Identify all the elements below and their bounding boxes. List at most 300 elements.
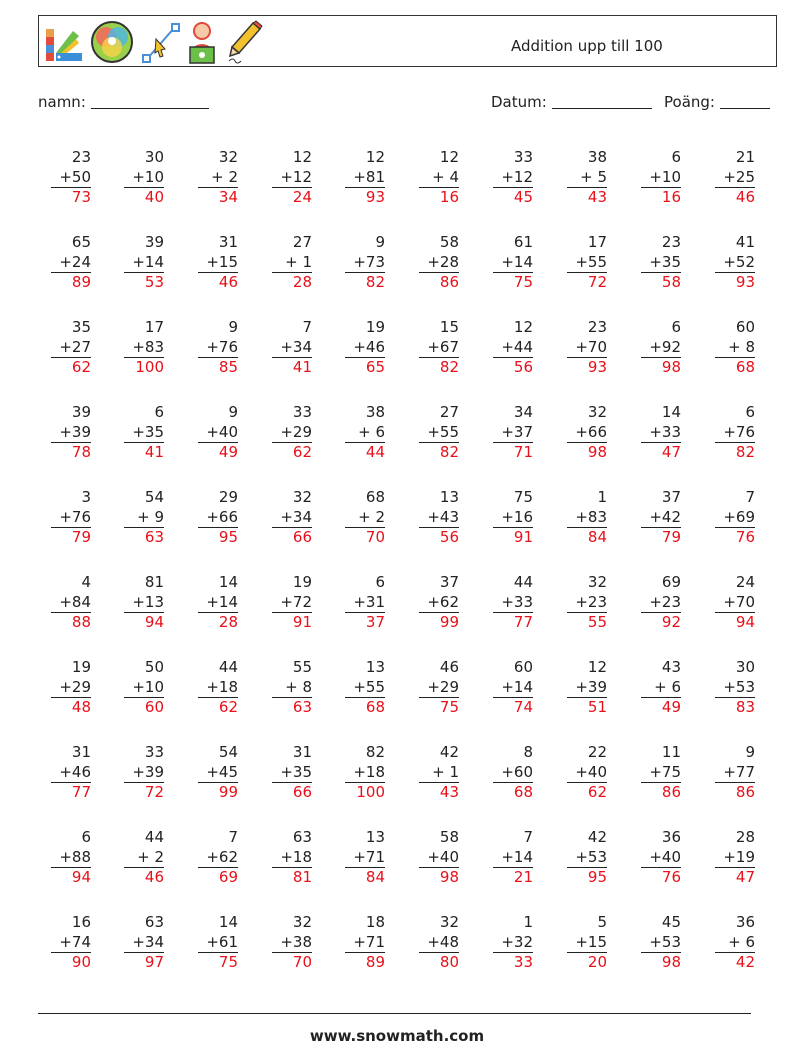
addition-problem [567,233,607,293]
addend-bottom-value: 27 [71,337,91,356]
addend-bottom [493,678,533,699]
plus-sign: + [427,337,440,356]
addend-bottom-value: 76 [218,337,238,356]
addend-top: 29 [218,488,238,506]
addend-top: 58 [439,828,459,846]
answer: 86 [439,273,459,291]
addend-bottom-value: 48 [439,932,459,951]
plus-sign: + [649,592,662,611]
addend-bottom [419,168,459,189]
answer: 93 [365,188,385,206]
answer: 51 [587,698,607,716]
addition-problem [641,828,681,888]
answer: 94 [144,613,164,631]
addend-bottom-value: 33 [661,422,681,441]
addend-bottom [51,168,91,189]
addend-top: 60 [513,658,533,676]
addend-top: 6 [154,403,164,421]
answer: 66 [292,783,312,801]
answer: 62 [218,698,238,716]
addend-top: 17 [144,318,164,336]
answer: 98 [661,953,681,971]
answer: 93 [587,358,607,376]
answer: 89 [71,273,91,291]
addend-bottom [493,593,533,614]
addition-problem [641,233,681,293]
plus-sign: + [501,337,514,356]
addend-bottom [419,593,459,614]
plus-sign: + [427,507,440,526]
addend-bottom [198,933,238,954]
addend-bottom [345,933,385,954]
answer: 16 [439,188,459,206]
addend-bottom-value: 37 [513,422,533,441]
addend-bottom-value: 15 [587,932,607,951]
addend-top: 41 [735,233,755,251]
addend-bottom-value: 8 [302,677,312,696]
addend-bottom-value: 14 [513,847,533,866]
plus-sign: + [649,847,662,866]
date-label: Datum: [491,93,547,111]
answer: 93 [735,273,755,291]
addend-bottom-value: 53 [587,847,607,866]
plus-sign: + [59,762,72,781]
addition-problem [419,828,459,888]
answer: 84 [587,528,607,546]
addend-bottom-value: 29 [71,677,91,696]
addend-bottom [567,338,607,359]
answer: 82 [365,273,385,291]
plus-sign: + [353,762,366,781]
addend-bottom [272,168,312,189]
answer: 72 [587,273,607,291]
plus-sign: + [649,252,662,271]
addition-problem [419,743,459,803]
plus-sign: + [427,847,440,866]
answer: 99 [218,783,238,801]
answer: 63 [292,698,312,716]
plus-sign: + [132,422,145,441]
addend-top: 63 [144,913,164,931]
addend-top: 44 [218,658,238,676]
plus-sign: + [723,422,736,441]
answer: 73 [71,188,91,206]
addend-top: 42 [439,743,459,761]
plus-sign: + [59,932,72,951]
addition-problem [124,488,164,548]
addend-bottom-value: 10 [661,167,681,186]
addend-bottom-value: 77 [735,762,755,781]
addend-top: 44 [513,573,533,591]
plus-sign: + [280,762,293,781]
addition-problem [272,233,312,293]
addition-problem [345,828,385,888]
plus-sign: + [649,932,662,951]
addend-bottom [272,253,312,274]
addend-bottom [124,168,164,189]
addend-bottom [567,168,607,189]
addend-bottom [345,423,385,444]
addition-problem [715,318,755,378]
addend-bottom [567,763,607,784]
plus-sign: + [206,592,219,611]
addition-problem [419,233,459,293]
addend-top: 9 [228,318,238,336]
addend-bottom-value: 12 [513,167,533,186]
plus-sign: + [59,337,72,356]
addend-top: 63 [292,828,312,846]
plus-sign: + [501,677,514,696]
addend-top: 43 [661,658,681,676]
addend-bottom-value: 31 [365,592,385,611]
addend-bottom [124,253,164,274]
addend-top: 32 [587,573,607,591]
answer: 99 [439,613,459,631]
answer: 92 [661,613,681,631]
plus-sign: + [728,932,746,951]
addition-problem [715,573,755,633]
addend-top: 39 [144,233,164,251]
addend-bottom [272,423,312,444]
addend-bottom-value: 14 [218,592,238,611]
answer: 56 [439,528,459,546]
addition-problem [715,148,755,208]
plus-sign: + [575,507,588,526]
addend-bottom [345,678,385,699]
plus-sign: + [723,762,736,781]
addition-problem [51,658,91,718]
answer: 83 [735,698,755,716]
answer: 20 [587,953,607,971]
answer: 70 [365,528,385,546]
answer: 63 [144,528,164,546]
plus-sign: + [649,167,662,186]
answer: 77 [513,613,533,631]
plus-sign: + [501,592,514,611]
addend-bottom [198,848,238,869]
answer: 41 [144,443,164,461]
addend-bottom-value: 88 [71,847,91,866]
addend-top: 1 [597,488,607,506]
plus-sign: + [501,167,514,186]
answer: 75 [218,953,238,971]
plus-sign: + [353,847,366,866]
addend-bottom-value: 15 [218,252,238,271]
addend-bottom-value: 9 [154,507,164,526]
addend-bottom-value: 75 [661,762,681,781]
answer: 95 [587,868,607,886]
addend-bottom-value: 6 [375,422,385,441]
addend-bottom [567,678,607,699]
addend-top: 7 [745,488,755,506]
addition-problem [124,828,164,888]
addend-bottom [715,763,755,784]
addition-problem [198,658,238,718]
answer: 100 [135,358,164,376]
addend-bottom-value: 14 [513,677,533,696]
addend-bottom-value: 55 [365,677,385,696]
plus-sign: + [206,677,219,696]
answer: 41 [292,358,312,376]
addend-top: 6 [375,573,385,591]
addition-problem [567,148,607,208]
answer: 53 [144,273,164,291]
answer: 46 [218,273,238,291]
plus-sign: + [280,507,293,526]
addend-bottom-value: 28 [439,252,459,271]
plus-sign: + [723,167,736,186]
addition-problem [641,743,681,803]
addend-bottom [493,763,533,784]
plus-sign: + [206,252,219,271]
addition-problem [345,233,385,293]
addend-bottom [198,253,238,274]
addition-problem [345,318,385,378]
answer: 21 [513,868,533,886]
addition-problem [715,403,755,463]
answer: 69 [218,868,238,886]
addition-problem [419,913,459,973]
answer: 76 [735,528,755,546]
addend-top: 23 [661,233,681,251]
addition-problem [272,913,312,973]
addition-problem [272,828,312,888]
addend-bottom [419,423,459,444]
answer: 98 [587,443,607,461]
addend-bottom [419,338,459,359]
addend-bottom-value: 46 [71,762,91,781]
addition-problem [124,913,164,973]
plus-sign: + [723,252,736,271]
plus-sign: + [280,167,293,186]
addend-bottom-value: 66 [587,422,607,441]
addend-top: 7 [302,318,312,336]
addend-bottom [51,933,91,954]
addend-top: 32 [292,488,312,506]
answer: 40 [144,188,164,206]
addend-bottom-value: 25 [735,167,755,186]
addition-problem [124,233,164,293]
addition-problem [198,743,238,803]
plus-sign: + [206,337,219,356]
addend-top: 23 [71,148,91,166]
addition-problem [345,573,385,633]
addend-bottom-value: 81 [365,167,385,186]
addend-bottom-value: 74 [71,932,91,951]
addend-top: 44 [144,828,164,846]
plus-sign: + [137,847,155,866]
addend-top: 6 [81,828,91,846]
plus-sign: + [575,422,588,441]
addend-bottom-value: 69 [735,507,755,526]
addend-bottom-value: 23 [661,592,681,611]
addend-top: 82 [365,743,385,761]
answer: 28 [218,613,238,631]
addition-problem [198,573,238,633]
addend-top: 36 [735,913,755,931]
footer-site: www.snowmath.com [309,1027,485,1045]
addition-problem [567,913,607,973]
plus-sign: + [427,932,440,951]
addition-problem [641,573,681,633]
addend-top: 6 [745,403,755,421]
addend-bottom-value: 53 [735,677,755,696]
plus-sign: + [280,932,293,951]
addend-bottom-value: 71 [365,847,385,866]
addition-problem [51,318,91,378]
answer: 72 [144,783,164,801]
addend-bottom [272,763,312,784]
answer: 91 [513,528,533,546]
addend-bottom-value: 12 [292,167,312,186]
addition-problem [51,573,91,633]
plus-sign: + [206,847,219,866]
answer: 49 [661,698,681,716]
addition-problem [493,488,533,548]
addend-bottom-value: 6 [671,677,681,696]
addend-bottom [51,763,91,784]
addend-top: 54 [144,488,164,506]
plus-sign: + [353,167,366,186]
addition-problem [51,488,91,548]
answer: 68 [513,783,533,801]
addend-top: 4 [81,573,91,591]
plus-sign: + [280,592,293,611]
addition-problem [124,658,164,718]
answer: 95 [218,528,238,546]
addend-top: 32 [439,913,459,931]
addend-bottom-value: 40 [218,422,238,441]
plus-sign: + [285,252,303,271]
addend-top: 37 [439,573,459,591]
plus-sign: + [501,422,514,441]
answer: 48 [71,698,91,716]
addition-problem [51,828,91,888]
addend-bottom [641,253,681,274]
plus-sign: + [59,677,72,696]
addition-problem [198,233,238,293]
addend-bottom [124,848,164,869]
addend-top: 12 [365,148,385,166]
addition-problem [124,573,164,633]
answer: 86 [661,783,681,801]
addend-bottom-value: 76 [735,422,755,441]
answer: 75 [439,698,459,716]
addend-top: 16 [71,913,91,931]
addend-top: 12 [513,318,533,336]
answer: 62 [71,358,91,376]
addend-bottom-value: 1 [449,762,459,781]
addend-bottom-value: 83 [587,507,607,526]
plus-sign: + [723,847,736,866]
footer-divider [38,1013,751,1014]
plus-sign: + [206,507,219,526]
addition-problem [641,403,681,463]
addend-top: 32 [587,403,607,421]
addend-bottom [715,678,755,699]
addend-top: 75 [513,488,533,506]
addend-bottom-value: 29 [292,422,312,441]
addend-bottom [641,338,681,359]
plus-sign: + [353,932,366,951]
addend-top: 15 [439,318,459,336]
worksheet-title: Addition upp till 100 [511,37,663,55]
addend-bottom-value: 32 [513,932,533,951]
answer: 62 [587,783,607,801]
plus-sign: + [501,762,514,781]
addend-bottom [641,933,681,954]
addition-problem [272,743,312,803]
addition-problem [51,743,91,803]
addition-problem [715,913,755,973]
addend-bottom-value: 23 [587,592,607,611]
answer: 28 [292,273,312,291]
addend-top: 81 [144,573,164,591]
addition-problem [345,913,385,973]
answer: 97 [144,953,164,971]
addition-problem [715,488,755,548]
addend-bottom-value: 62 [439,592,459,611]
addend-bottom-value: 1 [302,252,312,271]
addend-bottom-value: 8 [745,337,755,356]
addend-bottom [345,253,385,274]
addend-top: 60 [735,318,755,336]
answer: 80 [439,953,459,971]
addend-bottom-value: 38 [292,932,312,951]
addend-bottom-value: 52 [735,252,755,271]
plus-sign: + [280,337,293,356]
plus-sign: + [723,592,736,611]
addend-bottom [345,763,385,784]
addition-problem [198,913,238,973]
addition-problem [641,318,681,378]
addend-bottom-value: 45 [218,762,238,781]
addition-problem [567,318,607,378]
answer: 94 [735,613,755,631]
answer: 43 [587,188,607,206]
addend-top: 58 [439,233,459,251]
answer: 82 [439,358,459,376]
addend-bottom [272,338,312,359]
addend-bottom [124,678,164,699]
answer: 34 [218,188,238,206]
addend-bottom-value: 29 [439,677,459,696]
addend-bottom [641,678,681,699]
answer: 98 [661,358,681,376]
addition-problem [124,148,164,208]
addition-problem [567,403,607,463]
plus-sign: + [501,507,514,526]
addend-top: 33 [292,403,312,421]
answer: 56 [513,358,533,376]
addend-bottom [641,593,681,614]
plus-sign: + [649,507,662,526]
addend-bottom-value: 40 [439,847,459,866]
addend-bottom-value: 33 [513,592,533,611]
addend-top: 9 [375,233,385,251]
addend-top: 13 [365,828,385,846]
addend-bottom [567,848,607,869]
addend-top: 54 [218,743,238,761]
addition-problem [419,658,459,718]
answer: 43 [439,783,459,801]
plus-sign: + [132,252,145,271]
addend-bottom [419,933,459,954]
plus-sign: + [575,337,588,356]
addend-top: 65 [71,233,91,251]
addition-problem [493,573,533,633]
addend-bottom [198,678,238,699]
